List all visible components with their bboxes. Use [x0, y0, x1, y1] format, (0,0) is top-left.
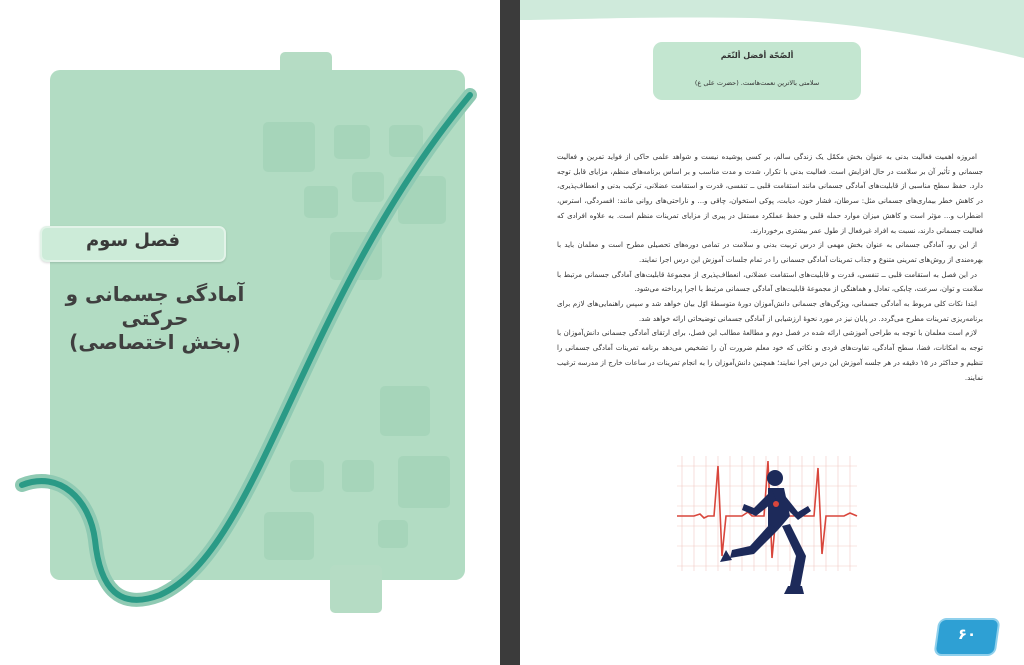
quote-translation: سلامتی بالاترین نعمت‌هاست. (حضرت علی ع): [694, 79, 820, 87]
runner-ecg-svg: [672, 446, 864, 612]
chapter-title: آمادگی جسمانی و حرکتی: [65, 282, 245, 330]
paragraph: لازم است معلمان با توجه به طراحی آموزشی ارائه شده در فصل دوم و مطالعهٔ مطالب این فصل، برای ارتقای آمادگی جسمانی دانش‌آموزان با توجه به امکانات، فضا، سطح آمادگی، تفاوت‌های فردی و نکاتی که خود معلم ضرورت آن را تشخیص می‌دهد برنامه تمرینات آمادگی جسمانی را تنظیم و حداکثر در ۱۵ دقیقه در هر جلسه آموزش این درس اجرا نمایند؛ همچنین دانش‌آموزان را به انجام تمرینات در ساعات خارج از مدرسه ترغیب نمایند.: [557, 329, 984, 382]
runner-ecg-illustration: [672, 446, 864, 612]
paragraph: ابتدا نکات کلی مربوط به آمادگی جسمانی، ویژگی‌های جسمانی دانش‌آموزان دورهٔ متوسطهٔ اوّل بیان خواهد شد و سپس راهنمایی‌های لازم برای برنامه‌ریزی تمرینات مطرح می‌گردد. در پایان نیز در مورد نحوهٔ ارزشیابی از آمادگی جسمانی توضیحاتی ارائه خواهد شد.: [557, 300, 983, 323]
quote-arabic: ألصّحّة أفضل ألنّعَم: [720, 51, 794, 60]
left-page: [0, 0, 500, 665]
page-number: ۶۰: [957, 625, 977, 643]
chapter-label: فصل سوم: [85, 230, 181, 251]
quote-box: [653, 42, 861, 100]
paragraph: در این فصل به استقامت قلبی ــ تنفسی، قدرت و قابلیت‌های استقامت عضلانی، انعطاف‌پذیری از مجموعهٔ قابلیت‌های آمادگی جسمانی مرتبط با سلامت و توان، سرعت، چابکی، تعادل و هماهنگی از مجموعهٔ قابلیت‌های آمادگی جسمانی مرتبط با اجرا پرداخته می‌شود.: [557, 270, 983, 294]
paragraph: از این رو، آمادگی جسمانی به عنوان بخش مهمی از درس تربیت بدنی و سلامت در تمامی دوره‌های تحصیلی مطرح است و معلمان باید با بهره‌مندی از روش‌های تمرینی متنوع و جذاب تمرینات آمادگی جسمانی را در تمام جلسات آموزش این درس اجرا نمایند.: [557, 241, 983, 264]
chapter-label-box: [40, 226, 226, 262]
paragraph: امروزه اهمیت فعالیت بدنی به عنوان بخش مکمّل یک زندگی سالم، بر کسی پوشیده نیست و شواهد علمی حاکی از فواید تمرین و فعالیت جسمانی و تأثیر آن بر سلامت در حال افزایش است. فعالیت بدنی با تکرار، شدت و مدت مناسب و بر اساس برنامه‌های منظم، مزایای قابل توجه دارد. حفظ سطح مناسبی از قابلیت‌های آمادگی جسمانی مانند استقامت قلبی ــ تنفسی، قدرت و استقامت عضلانی، ترکیب بدنی و انعطاف‌پذیری، در کاهش خطر بیماری‌های جسمانی مثل: سرطان، فشار خون، دیابت، پوکی استخوان، چاقی و... و ناراحتی‌های روانی مانند: افسردگی، استرس، اضطراب و... مؤثر است و کاهش میزان موارد حمله قلبی و حفظ عملکرد مستقل در پیری از مزایای تمرینات منظم است. به علاوه افرادی که فعالیت جسمانی دارند، نسبت به افراد غیرفعال از طول عمر بیشتری برخوردارند.: [557, 153, 983, 235]
right-page: [520, 0, 1024, 665]
chapter-subtitle: (بخش اختصاصی): [69, 330, 241, 354]
body-text: [557, 150, 983, 385]
